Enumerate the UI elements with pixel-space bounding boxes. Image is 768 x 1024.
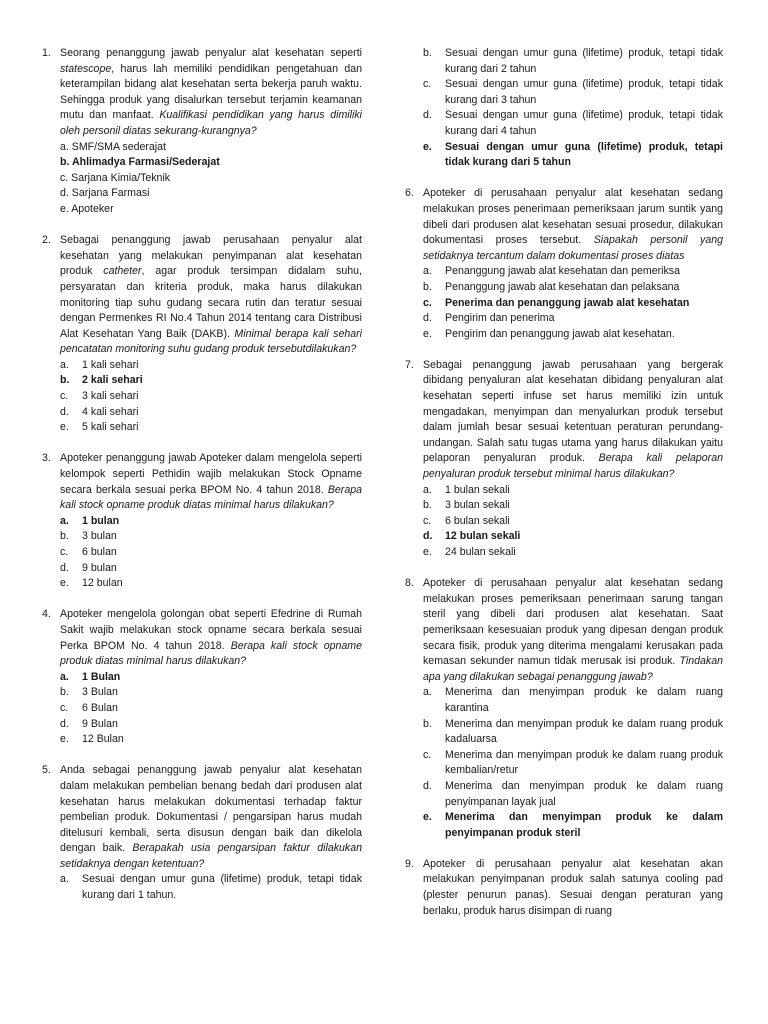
answer-option [423, 296, 723, 312]
option-text: 3 kali sehari [82, 390, 139, 403]
answer-options [423, 685, 723, 841]
answer-options [60, 358, 362, 436]
answer-option [423, 140, 723, 171]
right-column [405, 46, 723, 919]
number-spacer [405, 46, 423, 171]
option-text: a. SMF/SMA sederajat [60, 140, 166, 153]
option-text: Menerima dan menyimpan produk ke dalam ruang produk kadaluarsa [445, 717, 723, 746]
question-number: 1. [42, 47, 51, 59]
option-letter: d. [423, 312, 432, 325]
answer-option [423, 311, 723, 327]
option-letter: a. [423, 265, 432, 278]
stem-text: , agar produk tersimpan didalam suhu, persyaratan dan kriteria produk, maka harus dilakukan monitoring tiap suhu gudang secara rutin dan teratur sesuai dengan Permenkes RI No.4 Tahun 2014 tentang cara Distribusi Alat Kesehatan Yang Baik (DAKB). [60, 265, 362, 340]
question-body [423, 186, 723, 342]
option-text: Sesuai dengan umur guna (lifetime) produk, tetapi tidak kurang dari 5 tahun [445, 140, 723, 169]
option-text: Sesuai dengan umur guna (lifetime) produk, tetapi tidak kurang dari 2 tahun [445, 47, 723, 75]
option-letter: d. [423, 530, 433, 543]
option-text: Sesuai dengan umur guna (lifetime) produk, tetapi tidak kurang dari 1 tahun. [82, 873, 362, 902]
option-text: e. Apoteker [60, 202, 114, 215]
question-body [60, 607, 362, 747]
option-text: Menerima dan menyimpan produk ke dalam ruang karantina [445, 686, 723, 714]
option-text: Pengirim dan penerima [445, 312, 555, 325]
left-column [42, 46, 362, 904]
question-4 [42, 607, 362, 747]
answer-option [60, 358, 362, 374]
question-9 [405, 857, 723, 919]
answer-option [423, 779, 723, 810]
option-text: 6 Bulan [82, 701, 118, 714]
answer-option [423, 748, 723, 779]
option-text: 12 Bulan [82, 733, 124, 746]
option-letter: a. [423, 686, 432, 699]
option-text: 9 bulan [82, 561, 117, 574]
option-text: 5 kali sehari [82, 421, 139, 434]
stem-text: Apoteker di perusahaan penyalur alat kesehatan akan melakukan penyimpanan produk salah satunya cooling pad (plester penurun panas). Sesuai dengan peraturan yang berlaku, produk harus disimpan di ruang [423, 857, 723, 917]
option-text: 12 bulan [82, 577, 123, 590]
answer-option [60, 529, 362, 545]
option-letter: e. [423, 140, 432, 153]
question-6 [405, 186, 723, 342]
answer-options [423, 46, 723, 171]
option-letter: b. [60, 374, 70, 387]
option-text: Menerima dan menyimpan produk ke dalam penyimpanan produk steril [445, 811, 723, 839]
question-number: 4. [42, 608, 51, 621]
question-stem [60, 607, 362, 669]
option-letter: d. [423, 109, 432, 122]
option-letter: d. [423, 779, 432, 792]
option-letter: a. [60, 670, 69, 683]
question-body [60, 451, 362, 591]
answer-option [60, 670, 362, 686]
answer-option [60, 717, 362, 733]
option-letter: e. [423, 327, 432, 340]
option-letter: b. [423, 47, 432, 59]
option-text: 2 kali sehari [82, 374, 143, 387]
question-7 [405, 358, 723, 561]
question-stem [60, 763, 362, 872]
stem-italic-text: Berapa kali pelaporan penyaluran produk tersebut minimal harus dilakukan? [423, 452, 723, 481]
answer-option [423, 327, 723, 343]
question-number: 6. [405, 187, 414, 200]
option-letter: c. [60, 546, 69, 558]
option-text: 1 bulan [82, 514, 120, 527]
answer-option [423, 77, 723, 108]
option-text: Menerima dan menyimpan produk ke dalam ruang penyimpanan layak jual [445, 779, 723, 808]
answer-option [423, 108, 723, 139]
option-text: Penerima dan penanggung jawab alat kesehatan [445, 296, 690, 309]
option-text: 3 Bulan [82, 686, 118, 699]
question-body [423, 857, 723, 919]
question-5-continued [405, 46, 723, 171]
answer-option [423, 685, 723, 716]
option-letter: c. [423, 78, 432, 91]
answer-option [60, 171, 362, 187]
stem-italic-text: statescope [60, 62, 112, 75]
option-letter: d. [60, 405, 69, 418]
answer-option [423, 529, 723, 545]
option-text: Penanggung jawab alat kesehatan dan pemeriksa [445, 265, 680, 278]
answer-option [60, 389, 362, 405]
stem-text: Anda sebagai penanggung jawab penyalur alat kesehatan dalam melakukan pembelian benang bedah dari produsen alat kesehatan harus melakukan dokumentasi terhadap faktur pembelian produk. Dokumentasi / pengarsipan harus mudah ditelusuri kembali, serta disusun dengan baik dan dikelola dengan baik. [60, 764, 362, 855]
option-text: 24 bulan sekali [445, 546, 516, 558]
answer-option [60, 685, 362, 701]
option-letter: c. [60, 390, 69, 403]
question-8 [405, 576, 723, 841]
option-letter: a. [423, 483, 432, 496]
question-stem [423, 358, 723, 483]
option-letter: e. [423, 546, 432, 558]
answer-option [60, 373, 362, 389]
option-text: 1 Bulan [82, 670, 121, 683]
answer-option [423, 498, 723, 514]
option-text: 1 bulan sekali [445, 483, 510, 496]
option-letter: c. [423, 296, 432, 309]
question-stem [423, 186, 723, 264]
option-letter: b. [60, 686, 69, 699]
stem-text: Seorang penanggung jawab penyalur alat kesehatan seperti [60, 47, 362, 59]
question-stem [423, 576, 723, 685]
question-stem [60, 451, 362, 513]
question-5 [42, 763, 362, 903]
answer-option [60, 420, 362, 436]
option-text: 1 kali sehari [82, 358, 139, 371]
option-text: Penanggung jawab alat kesehatan dan pelaksana [445, 280, 680, 293]
option-text: 12 bulan sekali [445, 530, 521, 543]
stem-italic-text: catheter [103, 265, 142, 278]
stem-text: Apoteker mengelola golongan obat seperti Efedrine di Rumah Sakit wajib melakukan stock opname secara berkala sesuai Perka BPOM No. 4 tahun 2018. [60, 608, 362, 652]
answer-option [60, 155, 362, 171]
question-1 [42, 46, 362, 218]
answer-option [423, 717, 723, 748]
option-letter: d. [60, 561, 69, 574]
answer-options [60, 872, 362, 903]
answer-option [60, 872, 362, 903]
answer-options [423, 264, 723, 342]
question-2 [42, 233, 362, 436]
question-body [423, 46, 723, 171]
answer-option [60, 405, 362, 421]
stem-text: Apoteker di perusahaan penyalur alat kesehatan sedang melakukan proses penerimaan pemeriksaan jarum suntik yang dibeli dari produsen alat kesehatan sesuai prosedur, dilakukan dokumentasi proses tersebut. [423, 187, 723, 247]
answer-option [60, 561, 362, 577]
option-text: c. Sarjana Kimia/Teknik [60, 171, 171, 184]
answer-option [60, 186, 362, 202]
answer-option [60, 576, 362, 592]
option-letter: e. [60, 577, 69, 590]
stem-italic-text: Berapa kali stock opname produk diatas minimal harus dilakukan? [60, 483, 362, 512]
stem-italic-text: Berapakah usia pengarsipan faktur dilakukan setidaknya dengan ketentuan? [60, 842, 362, 870]
question-number: 7. [405, 358, 414, 371]
answer-option [60, 545, 362, 561]
option-letter: c. [60, 701, 69, 714]
stem-italic-text: Kualifikasi pendidikan yang harus dimiliki oleh personil diatas sekurang-kurangnya? [60, 109, 363, 137]
option-letter: b. [60, 530, 69, 543]
question-number: 8. [405, 577, 414, 590]
question-body [60, 46, 362, 218]
option-text: Sesuai dengan umur guna (lifetime) produk, tetapi tidak kurang dari 4 tahun [445, 109, 723, 137]
question-body [60, 763, 362, 903]
answer-option [60, 732, 362, 748]
option-letter: e. [423, 811, 432, 824]
answer-option [423, 545, 723, 561]
stem-italic-text: Berapa kali stock opname produk diatas minimal harus dilakukan? [60, 639, 362, 668]
option-text: 9 Bulan [82, 717, 118, 730]
stem-text: Apoteker di perusahaan penyalur alat kesehatan sedang melakukan proses pemeriksaan penerimaan sarung tangan steril yang dibeli dari produsen alat kesehatan. Saat pemeriksaan kesesuaian produk yang dipesan dengan produk secara fisik, produk yang diterima mengalami kerusakan pada kemasan sekunder namun tidak merusak isi produk. [423, 577, 723, 668]
option-text: 6 bulan sekali [445, 514, 510, 527]
answer-option [423, 810, 723, 841]
option-letter: a. [60, 358, 69, 371]
stem-text: Sebagai penanggung jawab perusahaan yang bergerak dibidang penyaluran alat kesehatan dibidang penyaluran alat kesehatan seperti infuse set harus memiliki izin untuk mengadakan, menyimpan dan menyalurkan produk tersebut dalam jumlah besar sesuai ketentuan peraturan perundang-undangan. Salah satu tugas utama yang harus dilakukan yaitu pelaporan penyaluran produk. [423, 358, 723, 465]
option-text: 4 kali sehari [82, 405, 139, 418]
question-3 [42, 451, 362, 591]
option-letter: b. [423, 499, 432, 512]
option-text: Menerima dan menyimpan produk ke dalam ruang produk kembalian/retur [445, 748, 723, 777]
answer-option [60, 701, 362, 717]
answer-options [60, 670, 362, 748]
answer-option [60, 202, 362, 218]
question-stem [60, 46, 362, 140]
option-letter: e. [60, 733, 69, 746]
question-number: 9. [405, 857, 414, 870]
question-number: 2. [42, 234, 51, 247]
stem-text: Apoteker penanggung jawab Apoteker dalam mengelola seperti kelompok seperti Pethidin wajib melakukan Stock Opname secara berkala sesuai perka BPOM No. 4 tahun 2018. [60, 452, 362, 496]
option-letter: c. [423, 748, 432, 761]
answer-options [60, 514, 362, 592]
option-letter: e. [60, 421, 69, 434]
answer-option [423, 280, 723, 296]
option-letter: b. [423, 717, 432, 730]
option-text: 3 bulan [82, 530, 117, 543]
option-letter: c. [423, 514, 432, 527]
option-text: 3 bulan sekali [445, 499, 510, 512]
answer-option [60, 140, 362, 156]
question-body [423, 358, 723, 561]
answer-option [423, 46, 723, 77]
option-text: b. Ahlimadya Farmasi/Sederajat [60, 156, 220, 169]
stem-text: Sebagai penanggung jawab perusahaan penyalur alat kesehatan yang melakukan penyimpanan alat kesehatan produk [60, 234, 362, 278]
answer-option [423, 514, 723, 530]
stem-italic-text: Tindakan apa yang dilakukan sebagai penanggung jawab? [423, 655, 723, 683]
question-number: 3. [42, 452, 51, 465]
stem-text: , harus lah memiliki pendidikan pengetahuan dan keterampilan bidang alat kesehatan serta bekerja paruh waktu. Sehingga produk yang disalurkan tersebut terjamin keamanan mutu dan manfaat. [60, 62, 362, 122]
question-body [423, 576, 723, 841]
answer-option [60, 514, 362, 530]
option-text: 6 bulan [82, 546, 117, 558]
stem-italic-text: Minimal berapa kali sehari pencatatan monitoring suhu gudang produk tersebutdilakukan? [60, 327, 362, 356]
option-letter: a. [60, 873, 69, 886]
option-text: d. Sarjana Farmasi [60, 187, 150, 200]
question-stem [423, 857, 723, 919]
option-text: Pengirim dan penanggung jawab alat kesehatan. [445, 327, 675, 340]
answer-options [423, 483, 723, 561]
answer-option [423, 483, 723, 499]
answer-option [423, 264, 723, 280]
option-letter: a. [60, 514, 69, 527]
answer-options [60, 140, 362, 218]
question-stem [60, 233, 362, 358]
option-letter: b. [423, 280, 432, 293]
stem-italic-text: Siapakah personil yang setidaknya tercantum dalam dokumentasi proses diatas [423, 234, 723, 262]
question-number: 5. [42, 764, 51, 777]
option-text: Sesuai dengan umur guna (lifetime) produk, tetapi tidak kurang dari 3 tahun [445, 78, 723, 106]
option-letter: d. [60, 717, 69, 730]
question-body [60, 233, 362, 436]
